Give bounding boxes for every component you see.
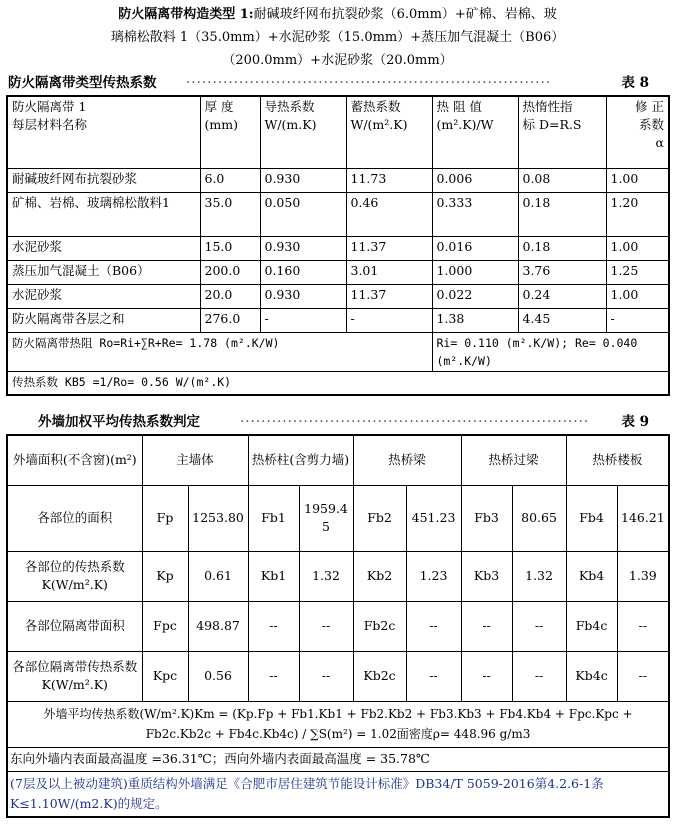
average-coefficient-formula — [7, 701, 669, 747]
table8-header-cell: 热惰性指 标 D=R.S — [518, 96, 606, 168]
table8-header-cell: 防火隔离带 1 每层材料名称 — [7, 96, 200, 168]
table-cell: Kb2 — [353, 551, 406, 601]
table-cell: 各部位隔离带传热系数K(W/m².K) — [7, 651, 142, 701]
table8-header-row — [7, 96, 669, 168]
table-cell: 1.000 — [432, 260, 518, 284]
table-cell: 1.38 — [432, 308, 518, 332]
table9-header-row — [7, 435, 669, 485]
table-cell: 水泥砂浆 — [7, 236, 200, 260]
table-cell: 11.37 — [346, 236, 432, 260]
table9-formula-row — [7, 701, 669, 747]
table9 — [6, 434, 670, 818]
table-cell: 0.333 — [432, 192, 518, 236]
formula-line: Fb2c.Kb2c + Fb4c.Kb4c) / ∑S(m²) = 1.02面密度ρ= 448.96 g/m3 — [145, 727, 531, 741]
table-cell: -- — [512, 651, 566, 701]
table-cell: 各部位的传热系数K(W/m².K) — [7, 551, 142, 601]
table-row — [7, 192, 669, 236]
table8 — [6, 95, 670, 396]
table8-resistance-row — [7, 332, 669, 371]
table-cell: 1.25 — [606, 260, 669, 284]
table-cell: 200.0 — [200, 260, 260, 284]
table-cell: Kp — [142, 551, 188, 601]
table8-coefficient-row — [7, 371, 669, 395]
table-cell: Kb3 — [461, 551, 512, 601]
table-cell: Kb4c — [566, 651, 617, 701]
table-cell: 热桥梁 — [353, 435, 461, 485]
table-cell: 4.45 — [518, 308, 606, 332]
surface-resistance-values: Ri= 0.110 (m².K/W); Re= 0.040 (m².K/W) — [432, 332, 669, 371]
table-cell: 0.930 — [260, 168, 346, 192]
table-cell: 0.050 — [260, 192, 346, 236]
table-row — [7, 168, 669, 192]
table-cell: 水泥砂浆 — [7, 284, 200, 308]
table-cell: Kb1 — [248, 551, 299, 601]
table-cell: 热桥过梁 — [461, 435, 566, 485]
table-cell: -- — [248, 651, 299, 701]
table-cell: 1.32 — [299, 551, 353, 601]
table-cell: 15.0 — [200, 236, 260, 260]
total-resistance-formula: 防火隔离带热阻 Ro=Ri+∑R+Re= 1.78 (m².K/W) — [7, 332, 432, 371]
table-row — [7, 236, 669, 260]
table-cell: -- — [248, 601, 299, 651]
table-cell: 1.00 — [606, 284, 669, 308]
table-cell: Fb3 — [461, 485, 512, 551]
table-cell: Fp — [142, 485, 188, 551]
table-cell: 0.46 — [346, 192, 432, 236]
table-cell: 蒸压加气混凝土（B06） — [7, 260, 200, 284]
table-cell: Fb2 — [353, 485, 406, 551]
table9-temperature-row — [7, 747, 669, 771]
table-row — [7, 284, 669, 308]
structure-header-line1 — [0, 4, 675, 25]
formula-line: 外墙平均传热系数(W/m².K)Km = (Kp.Fp + Fb1.Kb1 + Fb2.Kb2 + Fb3.Kb3 + Fb4.Kb4 + Fpc.Kpc + — [43, 707, 633, 721]
table-cell: 1253.80 — [188, 485, 248, 551]
table-cell: -- — [461, 651, 512, 701]
table-row — [7, 601, 669, 651]
table-cell: -- — [617, 651, 669, 701]
table-cell: Kb2c — [353, 651, 406, 701]
table-cell: -- — [617, 601, 669, 651]
table-cell: 矿棉、岩棉、玻璃棉松散料1 — [7, 192, 200, 236]
table-cell: 各部位的面积 — [7, 485, 142, 551]
table-cell: 主墙体 — [142, 435, 248, 485]
table-cell: 各部位隔离带面积 — [7, 601, 142, 651]
table-cell: -- — [406, 601, 461, 651]
table8-header-cell: 修 正 系数 α — [606, 96, 669, 168]
table-cell: 35.0 — [200, 192, 260, 236]
inner-surface-temperatures: 东向外墙内表面最高温度 =36.31℃；西向外墙内表面最高温度 = 35.78℃ — [7, 747, 669, 771]
table-cell: 20.0 — [200, 284, 260, 308]
table-cell: -- — [299, 601, 353, 651]
structure-header-text: 耐碱玻纤网布抗裂砂浆（6.0mm）+矿棉、岩棉、玻 — [253, 7, 557, 22]
table-cell: 0.930 — [260, 284, 346, 308]
table-cell: 451.23 — [406, 485, 461, 551]
table-cell: 热桥楼板 — [566, 435, 669, 485]
table-cell: Kb4 — [566, 551, 617, 601]
table-cell: - — [606, 308, 669, 332]
table-cell: -- — [512, 601, 566, 651]
table-cell: Fb2c — [353, 601, 406, 651]
table8-title-line: 防火隔离带类型传热系数 ····································································· 表 8 — [8, 75, 649, 91]
table-cell: 146.21 — [617, 485, 669, 551]
table-cell: 0.022 — [432, 284, 518, 308]
table-row — [7, 260, 669, 284]
table-cell: 0.18 — [518, 192, 606, 236]
table-cell: Fpc — [142, 601, 188, 651]
table-cell: 3.01 — [346, 260, 432, 284]
table-cell: 6.0 — [200, 168, 260, 192]
table-row — [7, 651, 669, 701]
structure-header-line3: （200.0mm）+水泥砂浆（20.0mm） — [222, 53, 453, 68]
table-cell: - — [346, 308, 432, 332]
table-row — [7, 485, 669, 551]
table-cell: 0.24 — [518, 284, 606, 308]
table8-title: 防火隔离带类型传热系数 — [8, 75, 157, 91]
table-row — [7, 308, 669, 332]
table-cell: 276.0 — [200, 308, 260, 332]
table-cell: -- — [299, 651, 353, 701]
table8-header-cell: 热 阻 值 (m².K)/W — [432, 96, 518, 168]
table-cell: Fb1 — [248, 485, 299, 551]
table-cell: 3.76 — [518, 260, 606, 284]
table-cell: 1.39 — [617, 551, 669, 601]
table9-label: 表 9 — [621, 414, 649, 430]
table-cell: 1.00 — [606, 236, 669, 260]
table-cell: 1959.45 — [299, 485, 353, 551]
table-cell: -- — [461, 601, 512, 651]
table-cell: 1.23 — [406, 551, 461, 601]
table8-header-cell: 导热系数 W/(m.K) — [260, 96, 346, 168]
table-cell: 0.006 — [432, 168, 518, 192]
table-cell: Kpc — [142, 651, 188, 701]
table-cell: - — [260, 308, 346, 332]
table-cell: 11.37 — [346, 284, 432, 308]
table-cell: 80.65 — [512, 485, 566, 551]
compliance-conclusion: (7层及以上被动建筑)重质结构外墙满足《合肥市居住建筑节能设计标准》DB34/T 5059-2016第4.2.6-1条K≤1.10W/(m2.K)的规定。 — [7, 771, 669, 817]
table-cell: 1.00 — [606, 168, 669, 192]
table9-title-line: 外墙加权平均传热系数判定 ·································································· 表 9 — [38, 414, 649, 430]
table-cell: 0.160 — [260, 260, 346, 284]
table8-header-cell: 厚 度 (mm) — [200, 96, 260, 168]
table-cell: 0.18 — [518, 236, 606, 260]
table-cell: 热桥柱(含剪力墙) — [248, 435, 353, 485]
table-cell: Fb4c — [566, 601, 617, 651]
table8-header-cell: 蓄热系数 W/(m².K) — [346, 96, 432, 168]
heat-transfer-coefficient: 传热系数 KB5 =1/Ro= 0.56 W/(m².K) — [7, 371, 669, 395]
table-row — [7, 551, 669, 601]
table-cell: 0.08 — [518, 168, 606, 192]
table-cell: 498.87 — [188, 601, 248, 651]
table-cell: 0.930 — [260, 236, 346, 260]
table9-conclusion-row — [7, 771, 669, 817]
table-cell: -- — [406, 651, 461, 701]
structure-type-title: 防火隔离带构造类型 1: — [118, 7, 254, 22]
table-cell: 0.61 — [188, 551, 248, 601]
table-cell: 1.20 — [606, 192, 669, 236]
table-cell: 外墙面积(不含窗)(m²) — [7, 435, 142, 485]
table8-label: 表 8 — [621, 75, 649, 91]
table-cell: 0.56 — [188, 651, 248, 701]
table-cell: Fb4 — [566, 485, 617, 551]
table-cell: 耐碱玻纤网布抗裂砂浆 — [7, 168, 200, 192]
table-cell: 11.73 — [346, 168, 432, 192]
table-cell: 防火隔离带各层之和 — [7, 308, 200, 332]
table-cell: 0.016 — [432, 236, 518, 260]
table-cell: 1.32 — [512, 551, 566, 601]
table9-title: 外墙加权平均传热系数判定 — [38, 414, 200, 430]
structure-header-line2: 璃棉松散料 1（35.0mm）+水泥砂浆（15.0mm）+蒸压加气混凝土（B06） — [110, 30, 565, 45]
